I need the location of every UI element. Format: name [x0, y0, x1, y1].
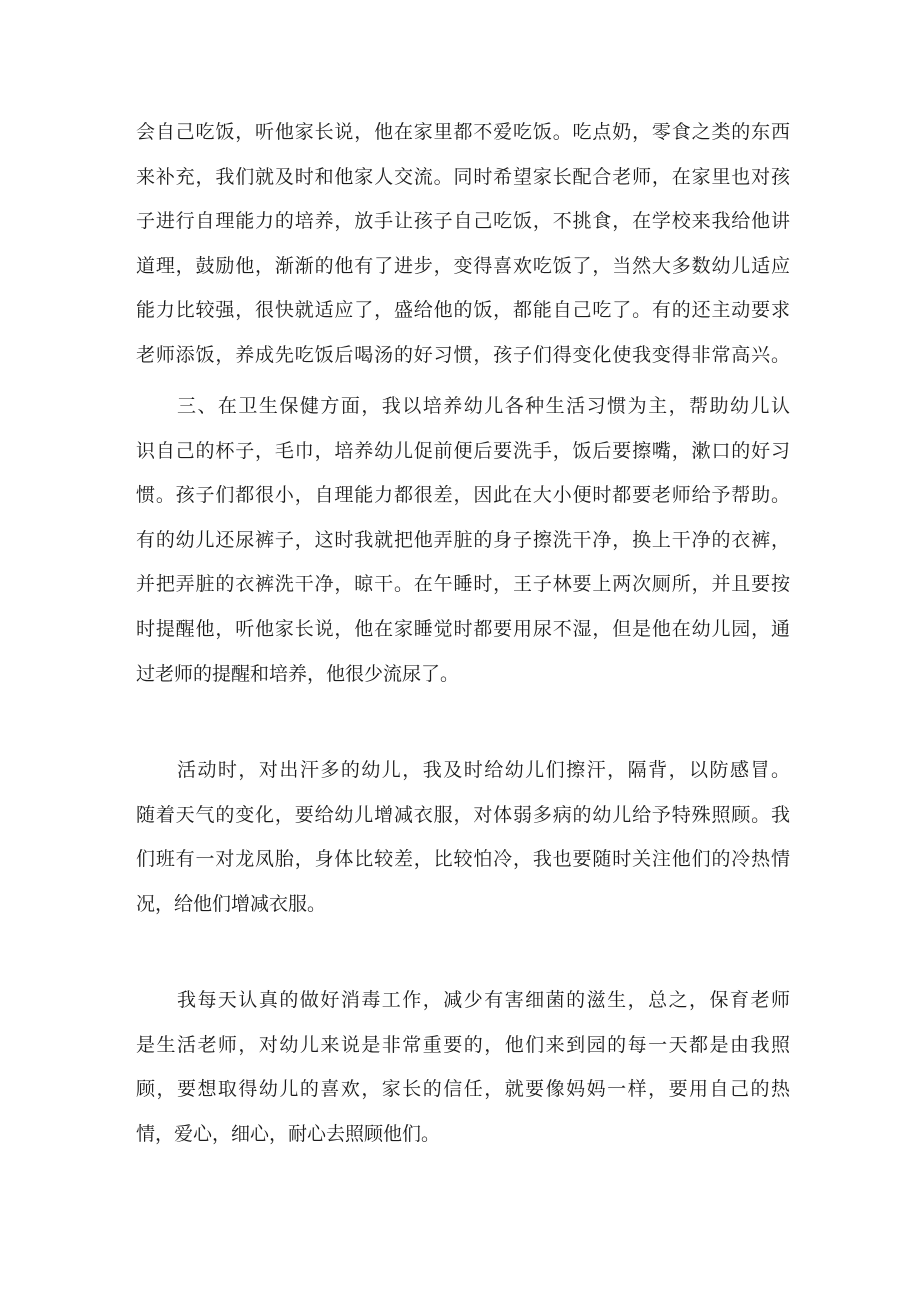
text-line: 是生活老师，对幼儿来说是非常重要的，他们来到园的每一天都是由我照 [136, 1033, 790, 1056]
paragraph-disinfection [136, 978, 790, 1156]
text-line: 识自己的杯子，毛巾，培养幼儿促前便后要洗手，饭后要擦嘴，漱口的好习 [136, 439, 790, 462]
text-line: 有的幼儿还尿裤子，这时我就把他弄脏的身子擦洗干净，换上干净的衣裤， [136, 528, 790, 551]
text-line: 来补充，我们就及时和他家人交流。同时希望家长配合老师，在家里也对孩 [136, 165, 790, 188]
text-line: 随着天气的变化，要给幼儿增减衣服，对体弱多病的幼儿给予特殊照顾。我 [136, 803, 790, 826]
text-line: 惯。孩子们都很小，自理能力都很差，因此在大小便时都要老师给予帮助。 [136, 484, 790, 507]
text-line: 会自己吃饭，听他家长说，他在家里都不爱吃饭。吃点奶，零食之类的东西 [136, 121, 790, 143]
text-line: 们班有一对龙凤胎，身体比较差，比较怕冷，我也要随时关注他们的冷热情 [136, 848, 790, 871]
text-line: 能力比较强，很快就适应了，盛给他的饭，都能自己吃了。有的还主动要求 [136, 299, 790, 322]
paragraph-eating-habits [136, 110, 790, 378]
text-line: 顾，要想取得幼儿的喜欢，家长的信任，就要像妈妈一样，要用自己的热 [136, 1078, 790, 1101]
text-line: 子进行自理能力的培养，放手让孩子自己吃饭，不挑食，在学校来我给他讲 [136, 210, 790, 233]
text-line: 并把弄脏的衣裤洗干净，晾干。在午睡时，王子林要上两次厕所，并且要按 [136, 573, 790, 596]
text-line: 过老师的提醒和培养，他很少流尿了。 [136, 662, 460, 685]
paragraph-activities [136, 748, 790, 926]
text-line: 三、在卫生保健方面，我以培养幼儿各种生活习惯为主，帮助幼儿认 [136, 395, 790, 417]
text-line: 道理，鼓励他，渐渐的他有了进步，变得喜欢吃饭了，当然大多数幼儿适应 [136, 254, 790, 277]
text-line: 活动时，对出汗多的幼儿，我及时给幼儿们擦汗，隔背，以防感冒。 [136, 759, 790, 781]
text-line: 老师添饭，养成先吃饭后喝汤的好习惯，孩子们得变化使我变得非常高兴。 [136, 343, 790, 366]
text-line: 况，给他们增减衣服。 [136, 892, 327, 915]
text-line: 我每天认真的做好消毒工作，减少有害细菌的滋生，总之，保育老师 [136, 989, 790, 1011]
text-line: 时提醒他，听他家长说，他在家睡觉时都要用尿不湿，但是他在幼儿园，通 [136, 617, 790, 640]
text-line: 情，爱心，细心，耐心去照顾他们。 [136, 1122, 441, 1145]
paragraph-hygiene [136, 384, 790, 696]
